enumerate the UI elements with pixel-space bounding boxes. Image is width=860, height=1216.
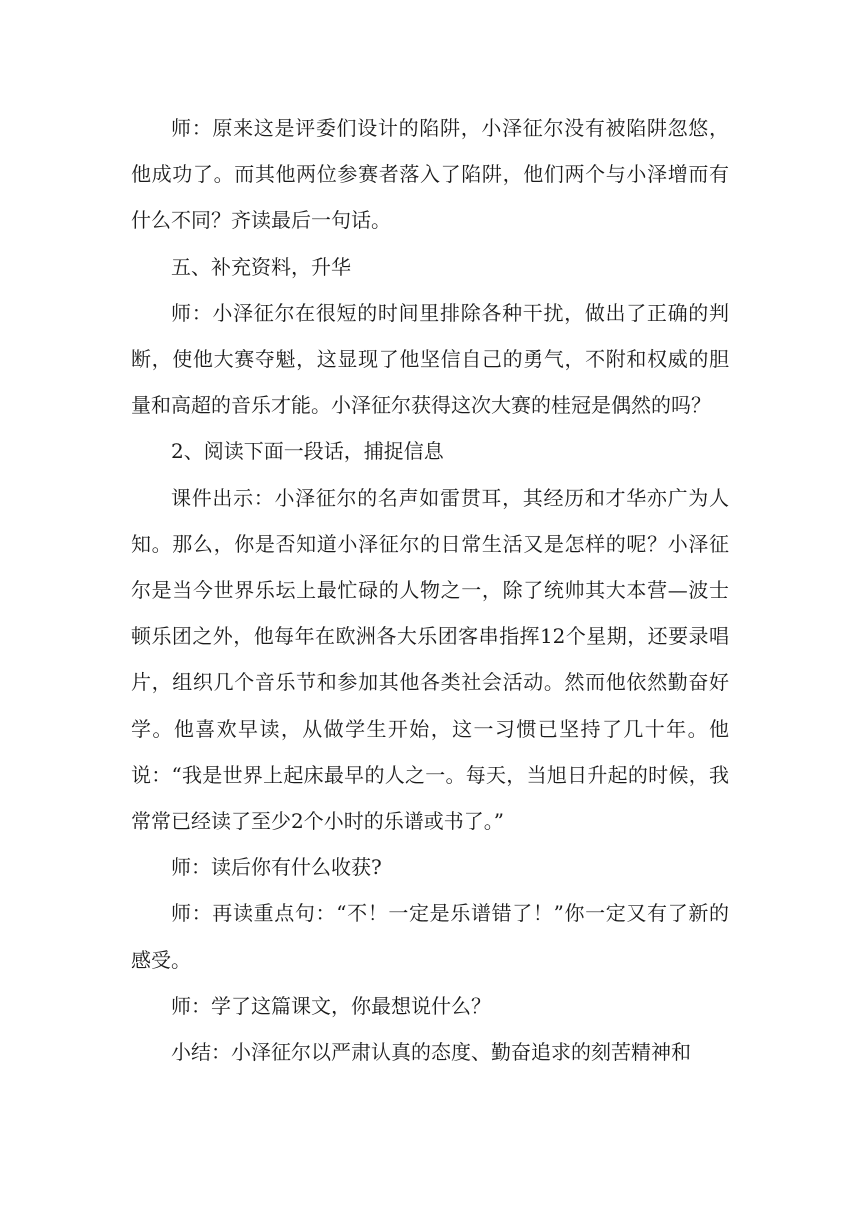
paragraph-teacher-say: 师：学了这篇课文，你最想说什么？ [171, 993, 491, 1018]
section-heading-supplement: 五、补充资料，升华 [171, 254, 351, 279]
subheading-read-passage: 2、阅读下面一段话，捕捉信息 [171, 439, 444, 464]
paragraph-courseware: 课件出示：小泽征尔的名声如雷贯耳，其经历和才华亦广为人知。那么，你是否知道小泽征尔的日常生活又是怎样的呢？小泽征尔是当今世界乐坛上最忙碌的人物之一，除了统帅其大本营—波士顿乐团之外，他每年在欧洲各大乐团客串指挥12个星期，还要录唱片，组织几个音乐节和参加其他各类社会活动。然而他依然勤奋好学。他喜欢早读，从做学生开始，这一习惯已坚持了几十年。他说：“我是世界上起床最早的人之一。每天，当旭日升起的时候，我常常已经读了至少2个小时的乐谱或书了。” [131, 485, 729, 834]
paragraph-teacher-gain: 师：读后你有什么收获? [171, 855, 382, 880]
document-body [131, 105, 729, 1075]
paragraph-teacher-trap: 师：原来这是评委们设计的陷阱，小泽征尔没有被陷阱忽悠，他成功了。而其他两位参赛者落入了陷阱，他们两个与小泽增而有什么不同？齐读最后一句话。 [131, 116, 729, 233]
paragraph-teacher-judgment: 师：小泽征尔在很短的时间里排除各种干扰，做出了正确的判断，使他大赛夺魁，这显现了他坚信自己的勇气，不附和权威的胆量和高超的音乐才能。小泽征尔获得这次大赛的桂冠是偶然的吗？ [131, 300, 729, 418]
paragraph-summary: 小结：小泽征尔以严肃认真的态度、勤奋追求的刻苦精神和 [171, 1040, 691, 1065]
paragraph-teacher-reread: 师：再读重点句：“不！一定是乐谱错了！”你一定又有了新的感受。 [131, 901, 729, 972]
